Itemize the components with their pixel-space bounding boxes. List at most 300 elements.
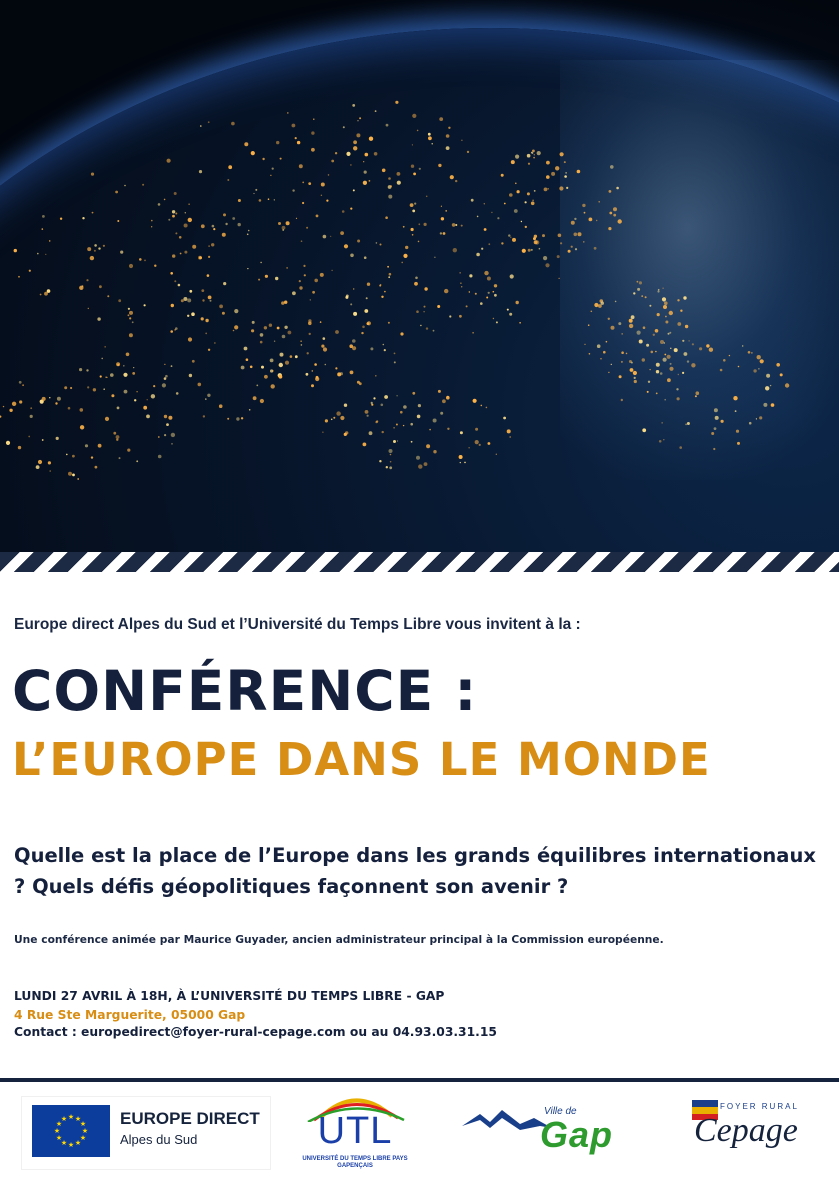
city-light-dot — [116, 362, 120, 366]
city-light-dot — [380, 244, 382, 246]
city-light-dot — [446, 134, 450, 138]
city-light-dot — [420, 325, 421, 326]
question-text: Quelle est la place de l’Europe dans les grands équilibres internationaux ? Quels défis géopolitiques façonnent son avenir ? — [14, 844, 816, 898]
city-light-dot — [188, 337, 192, 341]
city-light-dot — [255, 189, 257, 191]
city-light-dot — [668, 333, 670, 335]
city-light-dot — [165, 375, 168, 378]
city-light-dot — [477, 216, 479, 218]
city-light-dot — [139, 258, 142, 261]
city-light-dot — [313, 119, 314, 120]
city-light-dot — [685, 424, 687, 426]
city-light-dot — [721, 420, 724, 423]
city-light-dot — [297, 141, 300, 144]
city-light-dot — [486, 407, 488, 409]
city-light-dot — [323, 235, 327, 239]
europe-direct-subtitle: Alpes du Sud — [120, 1132, 198, 1147]
city-light-dot — [484, 203, 485, 204]
city-light-dot — [213, 228, 215, 230]
city-light-dot — [466, 305, 468, 307]
city-light-dot — [770, 385, 771, 386]
city-light-dot — [105, 417, 109, 421]
city-light-dot — [364, 256, 367, 259]
city-light-dot — [310, 299, 311, 300]
city-light-dot — [124, 390, 128, 394]
city-light-dot — [350, 371, 354, 375]
city-light-dot — [748, 351, 751, 354]
city-light-dot — [763, 403, 767, 407]
city-light-dot — [346, 295, 349, 298]
city-light-dot — [189, 374, 192, 377]
city-light-dot — [365, 410, 369, 414]
city-light-dot — [292, 124, 296, 128]
city-light-dot — [733, 396, 737, 400]
city-light-dot — [439, 117, 443, 121]
city-light-dot — [491, 212, 492, 213]
city-light-dot — [268, 198, 270, 200]
city-light-dot — [496, 321, 498, 323]
footer-divider — [0, 1078, 839, 1082]
city-light-dot — [428, 136, 432, 140]
city-light-dot — [424, 287, 427, 290]
city-light-dot — [481, 248, 483, 250]
city-light-dot — [375, 421, 377, 423]
city-light-dot — [460, 272, 461, 273]
city-light-dot — [469, 291, 470, 292]
city-light-dot — [212, 225, 215, 228]
city-light-dot — [40, 294, 42, 296]
city-light-dot — [424, 223, 427, 226]
city-light-dot — [127, 449, 130, 452]
utl-name: UTL — [317, 1110, 393, 1152]
city-light-dot — [187, 298, 191, 302]
city-light-dot — [101, 358, 103, 360]
city-light-dot — [185, 212, 186, 213]
city-light-dot — [88, 308, 89, 309]
city-light-dot — [353, 288, 354, 289]
city-light-dot — [183, 297, 187, 301]
city-light-dot — [658, 289, 660, 291]
city-light-dot — [42, 215, 45, 218]
city-light-dot — [151, 226, 152, 227]
city-light-dot — [637, 281, 639, 283]
city-light-dot — [619, 375, 622, 378]
city-light-dot — [687, 422, 690, 425]
city-light-dot — [311, 148, 315, 152]
city-light-dot — [766, 374, 770, 378]
city-light-dot — [264, 375, 268, 379]
city-light-dot — [192, 245, 196, 249]
city-light-dot — [630, 368, 634, 372]
city-light-dot — [269, 324, 272, 327]
city-light-dot — [596, 220, 597, 221]
city-light-dot — [259, 199, 262, 202]
city-light-dot — [670, 363, 672, 365]
city-light-dot — [49, 470, 51, 472]
city-light-dot — [22, 384, 24, 386]
city-light-dot — [364, 309, 368, 313]
svg-text:★: ★ — [53, 1127, 61, 1135]
city-light-dot — [447, 428, 449, 430]
chevron-stripe-divider — [0, 552, 839, 572]
city-light-dot — [320, 273, 324, 277]
city-light-dot — [80, 408, 84, 412]
city-light-dot — [598, 304, 602, 308]
city-light-dot — [312, 291, 315, 294]
city-light-dot — [252, 321, 255, 324]
city-light-dot — [578, 232, 582, 236]
city-light-dot — [3, 406, 4, 407]
city-light-dot — [260, 341, 263, 344]
city-light-dot — [331, 419, 333, 421]
city-light-dot — [433, 419, 437, 423]
city-light-dot — [361, 332, 363, 334]
city-light-dot — [111, 394, 114, 397]
city-light-dot — [417, 130, 419, 132]
city-light-dot — [531, 249, 533, 251]
city-light-dot — [405, 246, 408, 249]
city-light-dot — [452, 223, 456, 227]
city-light-dot — [285, 361, 289, 365]
city-light-dot — [438, 390, 441, 393]
city-light-dot — [203, 415, 205, 417]
city-light-dot — [486, 297, 488, 299]
city-light-dot — [515, 155, 519, 159]
city-light-dot — [663, 439, 664, 440]
city-light-dot — [424, 306, 426, 308]
svg-text:★: ★ — [55, 1134, 63, 1142]
city-light-dot — [188, 218, 192, 222]
city-light-dot — [665, 321, 668, 324]
city-light-dot — [417, 415, 421, 419]
city-light-dot — [335, 367, 337, 369]
city-light-dot — [664, 342, 665, 343]
city-light-dot — [205, 398, 207, 400]
city-light-dot — [742, 345, 743, 346]
gap-name: Gap — [540, 1114, 614, 1155]
city-light-dot — [600, 358, 601, 359]
city-light-dot — [756, 418, 757, 419]
city-light-dot — [403, 254, 407, 258]
city-light-dot — [344, 404, 347, 407]
city-light-dot — [357, 240, 360, 243]
city-light-dot — [396, 424, 398, 426]
city-light-dot — [544, 188, 548, 192]
city-light-dot — [244, 347, 248, 351]
city-light-dot — [301, 240, 303, 242]
city-light-dot — [244, 142, 248, 146]
city-light-dot — [472, 332, 474, 334]
city-light-dot — [611, 364, 612, 365]
city-light-dot — [175, 232, 177, 234]
city-light-dot — [241, 417, 243, 419]
city-light-dot — [314, 279, 318, 283]
city-light-dot — [231, 122, 235, 126]
city-light-dot — [758, 368, 760, 370]
city-light-dot — [558, 234, 562, 238]
city-light-dot — [514, 209, 518, 213]
city-light-dot — [441, 206, 442, 207]
city-light-dot — [637, 331, 641, 335]
city-light-dot — [531, 202, 535, 206]
city-light-dot — [393, 440, 396, 443]
city-light-dot — [594, 247, 597, 250]
city-light-dot — [28, 436, 30, 438]
eu-stars — [32, 1105, 110, 1157]
city-light-dot — [117, 407, 120, 410]
city-light-dot — [367, 321, 371, 325]
city-light-dot — [164, 415, 167, 418]
city-light-dot — [723, 359, 726, 362]
city-light-dot — [444, 289, 448, 293]
city-light-dot — [350, 303, 352, 305]
city-light-dot — [344, 244, 348, 248]
city-light-dot — [664, 301, 668, 305]
city-light-dot — [279, 375, 283, 379]
city-light-dot — [353, 146, 357, 150]
city-light-dot — [246, 358, 249, 361]
city-light-dot — [381, 296, 383, 298]
city-light-dot — [664, 399, 666, 401]
city-light-dot — [528, 249, 531, 252]
city-light-dot — [367, 283, 370, 286]
city-light-dot — [233, 330, 235, 332]
city-light-dot — [19, 381, 22, 384]
city-light-dot — [749, 422, 752, 425]
city-light-dot — [655, 329, 659, 333]
city-light-dot — [19, 400, 22, 403]
city-light-dot — [184, 224, 188, 228]
city-light-dot — [321, 195, 322, 196]
city-light-dot — [460, 462, 461, 463]
city-light-dot — [525, 226, 527, 228]
city-light-dot — [270, 175, 271, 176]
city-light-dot — [247, 234, 249, 236]
city-light-dot — [219, 305, 223, 309]
city-light-dot — [384, 349, 386, 351]
city-light-dot — [428, 133, 431, 136]
city-light-dot — [416, 456, 420, 460]
city-light-dot — [350, 254, 354, 258]
city-light-dot — [164, 199, 166, 201]
city-light-dot — [397, 172, 401, 176]
city-light-dot — [682, 340, 684, 342]
city-light-dot — [320, 321, 322, 323]
city-light-dot — [714, 408, 718, 412]
city-light-dot — [38, 460, 42, 464]
city-light-dot — [352, 104, 355, 107]
city-light-dot — [151, 394, 155, 398]
city-light-dot — [123, 365, 125, 367]
city-light-dot — [311, 384, 314, 387]
city-light-dot — [410, 203, 414, 207]
city-light-dot — [656, 363, 660, 367]
city-light-dot — [129, 264, 133, 268]
city-light-dot — [568, 250, 571, 253]
city-light-dot — [459, 315, 462, 318]
city-light-dot — [669, 367, 673, 371]
city-light-dot — [616, 187, 619, 190]
city-light-dot — [566, 187, 568, 189]
city-light-dot — [12, 402, 16, 406]
city-light-dot — [314, 363, 317, 366]
city-light-dot — [80, 425, 84, 429]
city-light-dot — [692, 343, 694, 345]
city-light-dot — [222, 233, 226, 237]
city-light-dot — [488, 292, 490, 294]
city-light-dot — [589, 218, 593, 222]
city-light-dot — [335, 152, 337, 154]
city-light-dot — [412, 114, 416, 118]
city-light-dot — [711, 432, 714, 435]
city-light-dot — [326, 200, 328, 202]
city-light-dot — [251, 151, 255, 155]
city-light-dot — [455, 224, 457, 226]
city-light-dot — [662, 297, 666, 301]
city-light-dot — [418, 464, 422, 468]
city-light-dot — [153, 385, 155, 387]
city-light-dot — [146, 415, 150, 419]
city-light-dot — [551, 172, 555, 176]
city-light-dot — [171, 365, 173, 367]
city-light-dot — [68, 472, 72, 476]
hero-earth-night-image — [0, 0, 839, 552]
city-light-dot — [473, 399, 477, 403]
city-light-dot — [115, 191, 118, 194]
city-light-dot — [322, 432, 323, 433]
city-light-dot — [475, 440, 479, 444]
city-light-dot — [36, 465, 40, 469]
city-light-dot — [660, 340, 664, 344]
city-light-dot — [757, 355, 761, 359]
city-light-dot — [79, 286, 83, 290]
city-light-dot — [487, 277, 491, 281]
city-light-dot — [117, 220, 119, 222]
city-light-dot — [56, 437, 59, 440]
city-light-dot — [82, 217, 84, 219]
city-light-dot — [613, 207, 617, 211]
city-light-dot — [248, 230, 250, 232]
city-light-dot — [180, 253, 182, 255]
city-light-dot — [253, 193, 254, 194]
city-light-dot — [383, 344, 385, 346]
city-light-dot — [308, 182, 311, 185]
city-light-dot — [336, 411, 340, 415]
city-light-dot — [93, 388, 96, 391]
city-light-dot — [418, 404, 421, 407]
city-light-dot — [94, 244, 97, 247]
city-light-dot — [172, 210, 175, 213]
city-light-dot — [350, 164, 351, 165]
city-light-dot — [450, 175, 454, 179]
city-light-dot — [528, 163, 530, 165]
city-light-dot — [181, 299, 184, 302]
city-light-dot — [588, 324, 590, 326]
city-light-dot — [646, 344, 649, 347]
city-light-dot — [367, 415, 369, 417]
city-light-dot — [198, 383, 202, 387]
city-light-dot — [301, 344, 303, 346]
city-light-dot — [172, 215, 175, 218]
city-light-dot — [432, 143, 433, 144]
city-light-dot — [384, 291, 386, 293]
city-light-dot — [295, 355, 298, 358]
city-light-dot — [641, 295, 643, 297]
city-light-dot — [187, 315, 189, 317]
city-light-dot — [467, 151, 469, 153]
cepage-name: Cepage — [694, 1112, 798, 1149]
city-light-dot — [174, 280, 176, 282]
city-light-dot — [387, 266, 389, 268]
city-light-dot — [274, 199, 275, 200]
city-light-dot — [386, 124, 389, 127]
city-light-dot — [637, 288, 640, 291]
city-light-dot — [598, 201, 600, 203]
city-light-dot — [678, 374, 679, 375]
city-light-dot — [665, 316, 667, 318]
city-light-dot — [397, 181, 401, 185]
city-light-dot — [388, 177, 391, 180]
mountain-icon — [462, 1104, 552, 1144]
europe-direct-title: EUROPE DIRECT — [120, 1109, 260, 1128]
city-light-dot — [345, 431, 348, 434]
city-light-dot — [142, 184, 144, 186]
city-light-dot — [488, 243, 490, 245]
city-light-dot — [525, 201, 527, 203]
city-light-dot — [469, 274, 472, 277]
city-light-dot — [606, 341, 608, 343]
city-light-dot — [94, 250, 96, 252]
city-light-dot — [720, 369, 723, 372]
city-light-dot — [395, 101, 398, 104]
city-light-dot — [642, 358, 645, 361]
city-light-dot — [390, 454, 392, 456]
city-light-dot — [655, 351, 657, 353]
city-light-dot — [442, 399, 446, 403]
city-light-dot — [714, 427, 717, 430]
city-light-dot — [369, 137, 373, 141]
city-light-dot — [481, 405, 483, 407]
city-light-dot — [86, 279, 88, 281]
city-light-dot — [42, 439, 44, 441]
city-light-dot — [507, 429, 511, 433]
city-light-dot — [214, 342, 215, 343]
city-light-dot — [412, 144, 413, 145]
city-light-dot — [507, 309, 509, 311]
city-light-dot — [618, 219, 622, 223]
city-light-dot — [503, 417, 506, 420]
city-light-dot — [164, 377, 167, 380]
city-light-dot — [670, 348, 671, 349]
city-light-dot — [352, 346, 356, 350]
city-light-dot — [225, 223, 227, 225]
city-light-dot — [373, 397, 375, 399]
city-light-dot — [534, 154, 535, 155]
city-light-dot — [295, 137, 297, 139]
city-light-dot — [192, 360, 195, 363]
city-light-dot — [419, 168, 421, 170]
city-light-dot — [543, 256, 547, 260]
city-light-dot — [555, 166, 559, 170]
city-light-dot — [765, 386, 769, 390]
city-light-dot — [208, 256, 210, 258]
city-light-dot — [455, 180, 457, 182]
city-light-dot — [532, 150, 535, 153]
city-light-dot — [564, 161, 566, 163]
event-date: LUNDI 27 AVRIL À 18H, À L’UNIVERSITÉ DU TEMPS LIBRE - GAP — [14, 989, 445, 1003]
city-light-dot — [30, 407, 32, 409]
city-light-dot — [188, 204, 189, 205]
